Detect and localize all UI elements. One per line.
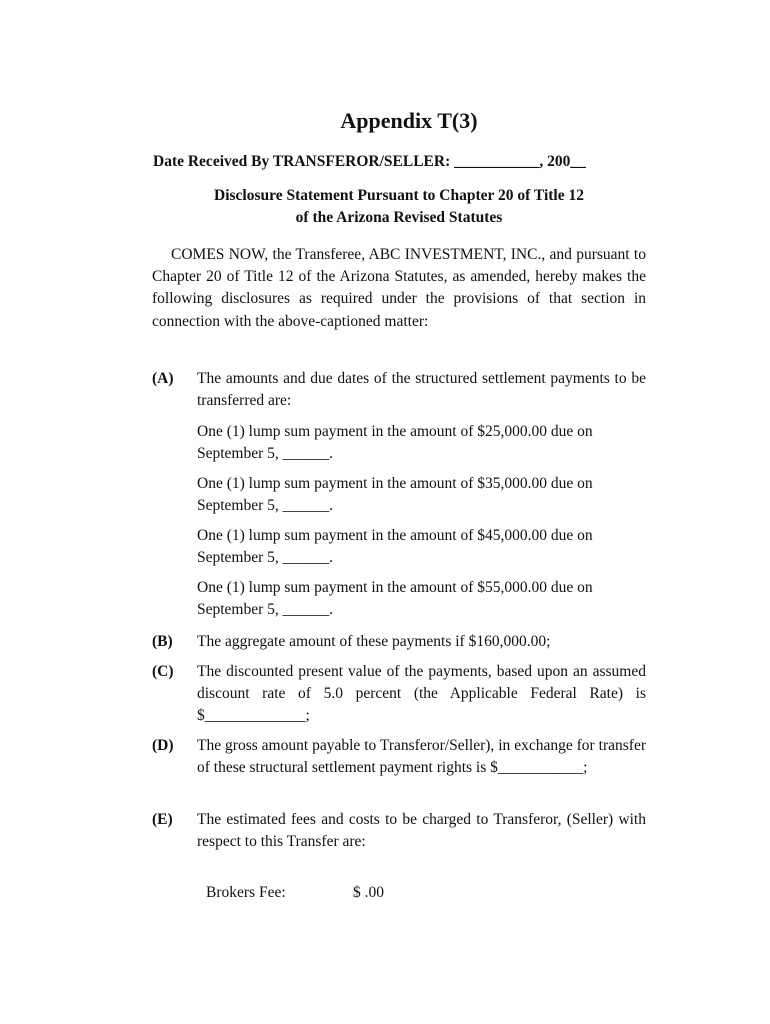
payment-line: One (1) lump sum payment in the amount of $25,000.00 due on: [197, 423, 593, 440]
item-label: (E): [152, 811, 173, 828]
document-title: Appendix T(3): [340, 108, 478, 133]
payment-entry: [197, 473, 646, 517]
subtitle-line-1: Disclosure Statement Pursuant to Chapter 20 of Title 12: [214, 187, 584, 204]
payment-date-line: September 5, ______.: [197, 445, 334, 463]
disclosure-item-a: [152, 368, 646, 412]
payment-date-line: September 5, ______.: [197, 497, 334, 515]
payment-date-line: September 5, ______.: [197, 549, 334, 567]
payment-entry: [197, 525, 646, 569]
payment-entry: [197, 577, 646, 621]
item-text: The amounts and due dates of the structured settlement payments to be transferred are:: [197, 370, 646, 410]
item-text: The aggregate amount of these payments if $160,000.00;: [197, 633, 551, 650]
fee-label: Brokers Fee:: [206, 884, 286, 901]
date-received-line: Date Received By TRANSFEROR/SELLER: ___________, 200__: [153, 153, 586, 170]
item-label: (B): [152, 633, 173, 650]
item-label: (A): [152, 370, 174, 387]
payment-line: One (1) lump sum payment in the amount of $35,000.00 due on: [197, 475, 593, 492]
disclosure-item-d: [152, 735, 646, 779]
item-text: The discounted present value of the payments, based upon an assumed discount rate of 5.0 percent (the Applicable Federal Rate) is $_____________;: [197, 663, 646, 725]
item-text: The gross amount payable to Transferor/Seller), in exchange for transfer of these structural settlement payment rights is $___________;: [197, 737, 646, 777]
payment-line: One (1) lump sum payment in the amount of $55,000.00 due on: [197, 579, 593, 596]
item-label: (C): [152, 663, 174, 680]
brokers-fee-row: [206, 884, 384, 902]
subtitle-line-2: of the Arizona Revised Statutes: [295, 209, 503, 226]
item-text: The estimated fees and costs to be charged to Transferor, (Seller) with respect to this Transfer are:: [197, 811, 646, 851]
payment-line: One (1) lump sum payment in the amount of $45,000.00 due on: [197, 527, 593, 544]
payment-entry: [197, 421, 646, 465]
document-subtitle: [153, 185, 645, 229]
fee-amount: $ .00: [353, 884, 384, 901]
disclosure-item-e: [152, 809, 646, 853]
payment-date-line: September 5, ______.: [197, 601, 334, 619]
intro-paragraph: COMES NOW, the Transferee, ABC INVESTMENT, INC., and pursuant to Chapter 20 of Title 12 of the Arizona Statutes, as amended, hereby makes the following disclosures as required under the provisions of that section in connection with the above-captioned matter:: [152, 246, 646, 330]
item-label: (D): [152, 737, 174, 754]
disclosure-item-c: [152, 661, 646, 728]
disclosure-item-b: [152, 631, 646, 653]
